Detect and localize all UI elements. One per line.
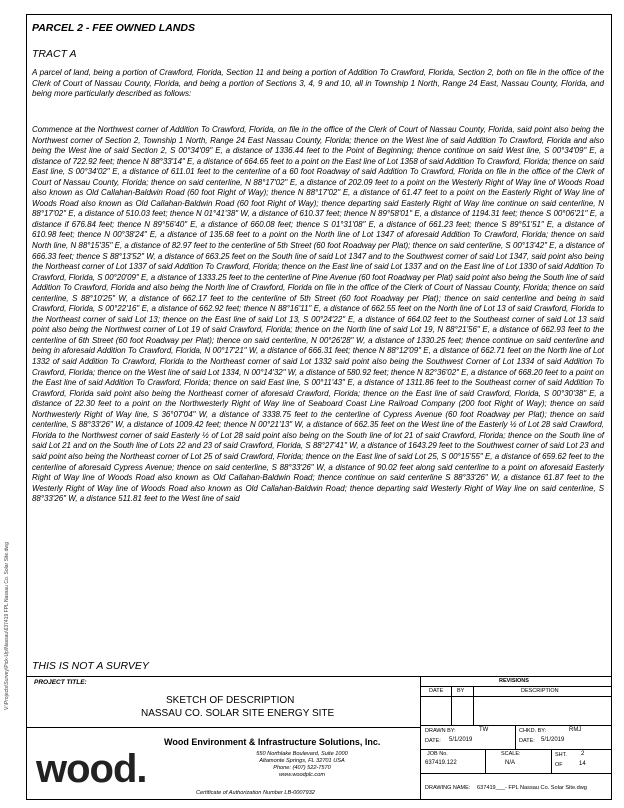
company-name: Wood Environment & Infrastructure Solutions, Inc.: [164, 737, 381, 747]
site-title: NASSAU CO. SOLAR SITE ENERGY SITE: [141, 708, 335, 719]
sheet-value: 2: [581, 751, 585, 757]
disclaimer: THIS IS NOT A SURVEY: [32, 660, 149, 672]
scale-label: SCALE:: [501, 751, 521, 757]
scale-value: N/A: [505, 760, 516, 766]
file-path-note: V:\Projects\Survey\Pick-Up\Nassau\637419 FPL Nassau Co. Solar Site.dwg: [4, 542, 10, 710]
address-line1: 550 Northlake Boulevard, Suite 1000: [256, 751, 348, 757]
title-divider: [26, 727, 420, 728]
sheet-label: SHT.: [555, 752, 567, 758]
revision-block: [421, 677, 612, 800]
rule: [551, 749, 552, 773]
chkd-by-value: RMJ: [569, 727, 582, 733]
website: www.woodplc.com: [278, 772, 325, 778]
rule: [421, 725, 612, 726]
legal-description: Commence at the Northwest corner of Addition To Crawford, Florida, on file in the office of the Clerk of Court of Nassau County, Florida, said point also being the Northwest corner of Section 2, Township 1 North, Range 24 East Nassau County, Florida; thence on the West line of said Addition To Crawford, Florida and also being the West line of said Section 2, S 00°34'09" E, a distance of 1336.44 feet to the Point of Beginning; thence continue on said West line, S 00°34'09" E, a distance of 722.92 feet; thence N 88°33'14" E, a distance of 664.65 feet to a point on the East line of Lot 1358 of said Addition To Crawford, Florida; thence on said East line, S 00°34'02" E, a distance of 611.01 feet to the centerline of a 60 foot Roadway of said Addition To Crawford, Florida on file in the office of the Clerk of Court of Nassau County, Florida; thence on said centerline, N 88°17'02" E, a distance of 202.09 feet to a point on the Westerly Right of Way line of Woods Road also known as Old Callahan-Baldwin Road (60 foot Right of Way); thence N 88°17'02" E, a distance of 61.47 feet to a point on the Easterly Right of Way line of Woods Road also known as Old Callahan-Baldwin Road (60 foot Right of Way); thence departing said Easterly Right of Way line continue on said centerline, N 88°17'02" E, a distance of 510.03 feet; thence N 01°41'38" W, a distance of 610.37 feet; thence N 89°58'01" E, a distance of 1194.31 feet; thence S 00°06'21" E, a distance if 676.84 feet; thence N 89°56'40" E, a distance of 660.08 feet; thence S 01°31'08" E, a distance of 661.23 feet; thence S 89°51'51" E, a distance of 610.98 feet; thence N 00°38'24" E, a distance of 135.68 feet to a point on the North line of Lot 1347 of aforesaid Addition To Crawford, Florida; thence on said North line, N 88°15'35" E, a distance of 82.97 feet to the centerline of 5th Street (60 foot Roadway per Plat); thence on said centerline, S 00°13'42" E, a distance of 666.33 feet; thence S 88°13'52" W, a distance of 663.25 feet on the South line of said Lot 1347 and to the Southwest corner of said Lot 1347, said point also being the Northeast corner of Lot 1337 of said Addition To Crawford, Florida; thence on the East line of said Lot 1337 and on the East line of Lot 1330 of said Addition To Crawford, Florida, S 00°20'09" E, a distance of 1333.25 feet to the centerline of Pine Avenue (60 foot Roadway per Plat) said point also being the South line of said Addition To Crawford, Florida and also being the North line of Crawford, Florida on file in the office of the Clerk of Court of Nassau County, Florida; thence on said centerline, S 88°10'25" W, a distance of 662.17 feet to the centerline of 5th Street (60 foot Roadway per Plat); thence on said centerline and being in said Crawford, Florida, S 00°22'16" E, a distance of 662.92 feet; thence N 88°16'11" E, a distance of 662.55 feet on the North line of Lot 13 of said Crawford, Florida to the Northeast corner of said Lot 13; thence on the East line of said Lot 13, S 00°24'22" E, a distance of 664.02 feet to the Southeast corner of said Lot 13 said point also being the Northwest corner of Lot 19 of said Crawford, Florida; thence on the North line of said Lot 19, N 88°21'56" E, a distance of 662.93 feet to the centerline of 6th Street (60 foot Roadway per Plat); thence on said centerline, N 00°26'28" W, a distance of 1330.25 feet; thence continue on said centerline and being in aforesaid Addition To Crawford, Florida, N 00°17'21" W, a distance of 666.31 feet; thence N 88°12'09" E, a distance of 662.71 feet on the North line of Lot 1332 of said Addition To Crawford, Florida to the Northeast corner of said Lot 1332 said point also being the Southwest Corner of Lot 1334 of said Addition To Crawford, Florida; thence on the West line of said Lot 1334, N 00°14'32" W, a distance of 580.92 feet; thence N 82°36'02" E, a distance of 668.20 feet to a point on the East line of said Addition To Crawford, Florida; thence on said East line, S 00°11'43" E, a distance of 1311.86 feet to the Southeast corner of said Addition To Crawford, Florida said point also being the Northeast corner of aforesaid Crawford, Florida; thence on the East line of said Crawford, Florida, S 00°30'38" E, a distance of 22.30 feet to a point on the Northwesterly Right of Way line of Seaboard Coast Line Railroad Company (200 foot Right of Way); thence on said Northwesterly Right of Way line, S 36°07'04" W, a distance of 3338.75 feet to the centerline of Cypress Avenue (60 foot Roadway per Plat); thence on said centerline, S 88°33'26" W, a distance of 1009.42 feet; thence N 00°21'13" W, a distance of 662.35 feet on the West line of the Easterly ½ of Lot 28 said Crawford, Florida to the Northwest corner of said Easterly ½ of Lot 28 said point also being on the South line of lot 21 of said Crawford, Florida; thence on the South line of said Lot 21 and on the South line of Lots 22 and 23 of said Crawford, Florida, S 88°27'41" W, a distance of 1643.29 feet to the Southwest corner of said Lot 23 and said point also being the Northeast corner of Lot 25 of said Crawford, Florida; thence on the East line of said Lot 25, S 00°15'55" E, a distance of 659.62 feet to the centerline of aforesaid Cypress Avenue; thence on said centerline, S 88°33'26" W, a distance of 90.02 feet along said centerline to a point on aforesaid Easterly Right of Way line of Woods Road also known as Old Callahan-Baldwin Road; thence continue on said centerline S 88°33'26" W, a distance 61.87 feet to the Westerly Right of Way line of Woods Road also known as Old Callahan-Baldwin Road; thence departing said Westerly Right of Way line on said centerline, S 88°33'26" W, a distance 511.81 feet to the West line of said: [32, 125, 604, 504]
of-value: 14: [579, 761, 586, 767]
chkd-by-label: CHKD. BY:: [519, 728, 547, 734]
intro-paragraph: A parcel of land, being a portion of Crawford, Florida, Section 11 and being a portion of Addition To Crawford, Florida, Section 2, both on file in the office of the Clerk of Court of Nassau County, Florida, and being a portion of Sections 3, 4, 9 and 10, all in Township 1 North, Range 24 East, Nassau County, Florida, and being more particularly described as follows:: [32, 68, 604, 99]
rule: [473, 687, 474, 725]
sketch-title: SKETCH OF DESCRIPTION: [166, 695, 295, 706]
rule: [421, 773, 612, 774]
revisions-header: REVISIONS: [499, 678, 529, 684]
rule: [421, 686, 612, 687]
parcel-title: PARCEL 2 - FEE OWNED LANDS: [32, 22, 195, 34]
rev-col-date: DATE: [429, 688, 444, 694]
rule: [515, 725, 516, 749]
drawing-name-value: 637419___- FPL Nassau Co. Solar Site.dwg: [477, 785, 587, 791]
of-label: OF: [555, 762, 563, 768]
date-value-2: 5/1/2019: [541, 737, 565, 743]
rev-col-description: DESCRIPTION: [521, 688, 559, 694]
tract-heading: TRACT A: [32, 48, 77, 60]
wood-logo: wood.: [36, 747, 147, 791]
rev-col-by: BY: [457, 688, 465, 694]
certificate-number: Certificate of Authorization Number LB-0007932: [196, 790, 315, 796]
drawn-by-value: TW: [479, 727, 489, 733]
project-title-label: PROJECT TITLE:: [34, 679, 87, 686]
phone: Phone: (407) 522-7570: [273, 765, 331, 771]
rule: [421, 749, 612, 750]
job-no-value: 637419.122: [425, 760, 457, 766]
drawn-by-label: DRAWN BY:: [425, 728, 456, 734]
address-line2: Altamonte Springs, FL 32701 USA: [259, 758, 345, 764]
title-block: [26, 676, 612, 800]
rule: [451, 687, 452, 725]
date-label-2: DATE:: [519, 738, 535, 744]
date-label-1: DATE:: [425, 738, 441, 744]
job-no-label: JOB No.: [427, 751, 448, 757]
rule: [485, 749, 486, 773]
company-address: [232, 751, 372, 779]
rule: [421, 696, 612, 697]
drawing-name-label: DRAWING NAME:: [425, 785, 471, 791]
date-value-1: 5/1/2019: [449, 737, 473, 743]
